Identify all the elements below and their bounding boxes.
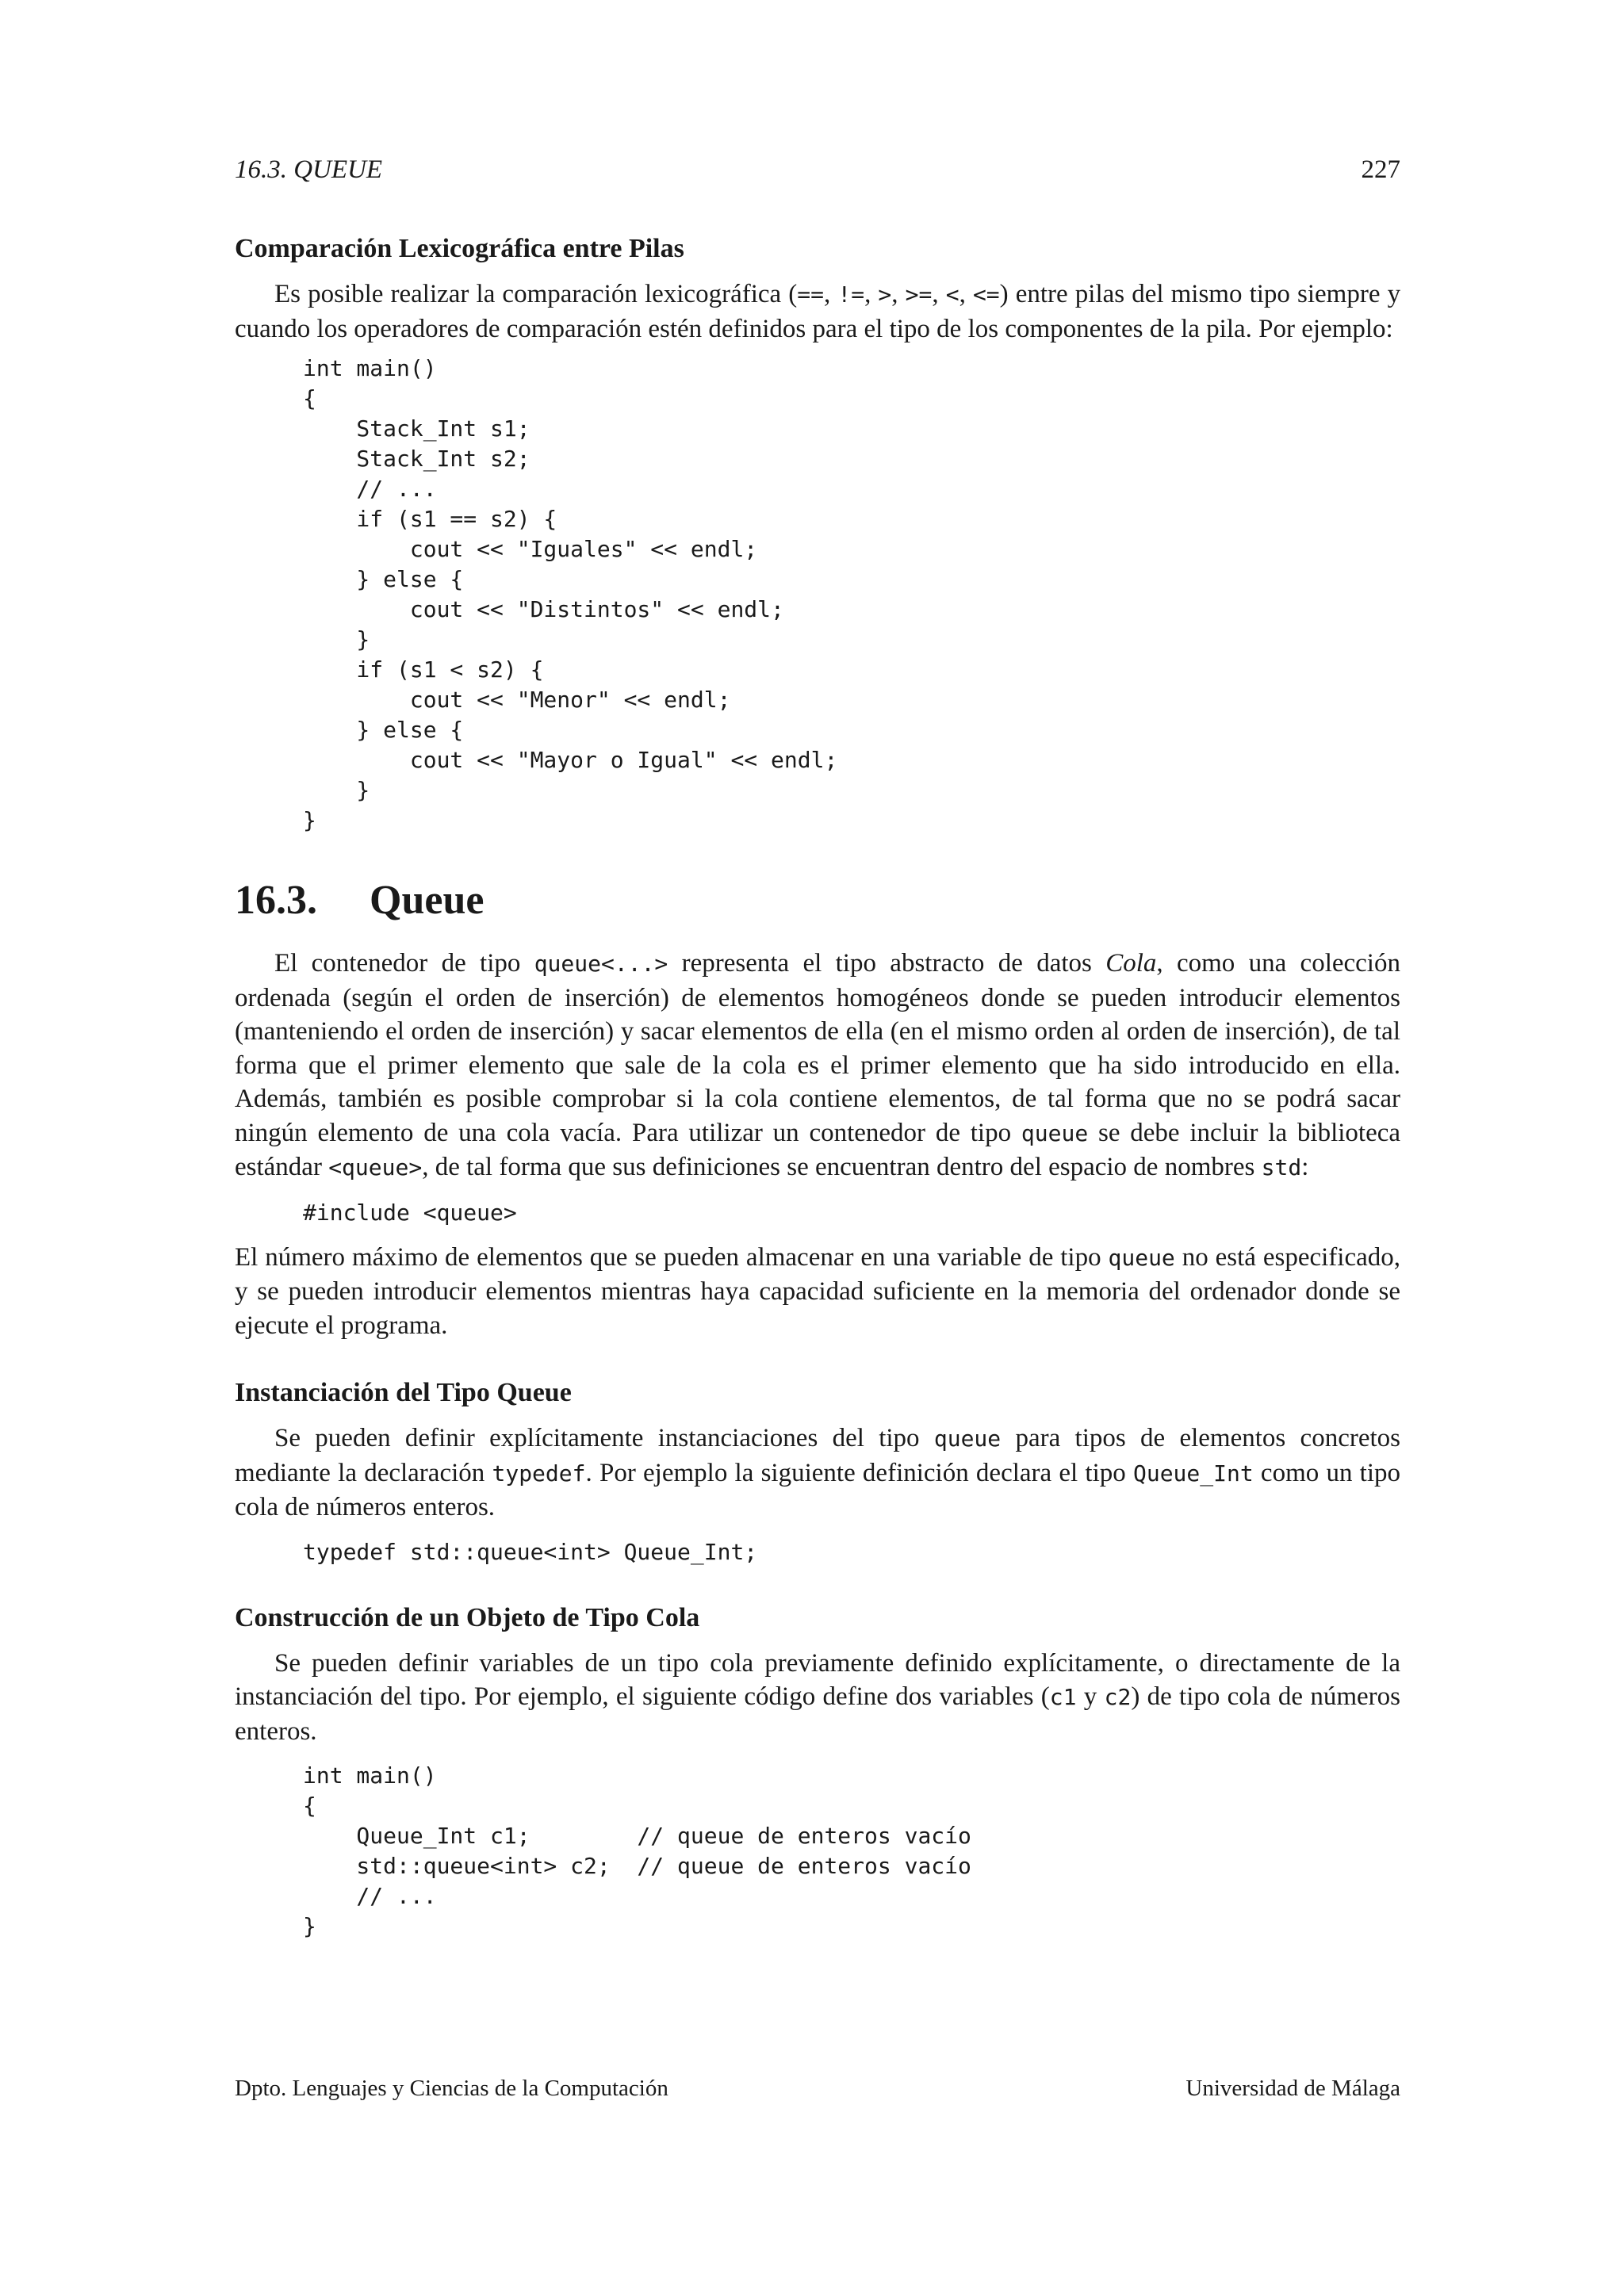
text: : [1301,1153,1309,1181]
section-number: 16.3. [235,878,317,923]
inline-code: queue [933,1425,1002,1452]
inline-code: <queue> [328,1154,423,1181]
inline-code: != [837,281,865,308]
paragraph-construccion [235,1647,1400,1749]
inline-code: std [1261,1154,1302,1181]
text: , de tal forma que sus definiciones se encuentran dentro del espacio de nombres [422,1153,1262,1181]
page-number: 227 [1361,155,1400,184]
page-content [235,232,1400,1942]
section-heading [235,877,1400,924]
inline-code: typedef [492,1460,586,1487]
inline-code: >= [905,281,933,308]
running-head [235,155,1400,195]
footer-university: Universidad de Málaga [1185,2076,1400,2101]
text: . Por ejemplo la siguiente definición declara el tipo [585,1458,1133,1487]
text: y [1076,1682,1105,1711]
text: como un tipo cola de números enteros. [235,1458,1401,1521]
inline-code: > [878,281,892,308]
inline-code: <= [972,281,1000,308]
subsection-title-comparacion: Comparación Lexicográfica entre Pilas [235,234,684,263]
inline-code: queue [1108,1244,1175,1271]
text: , como una colección ordenada (según el orden de inserción) de elementos homogéneos donde se pueden introducir elementos (manteniendo el orden de inserción) y sacar elementos de ella (en el mismo orden al orden de inserción), de tal forma que el primer elemento que sale de la cola es el primer elemento que ha sido introducido en ella. Además, también es posible comprobar si la cola contiene elementos, de tal forma que no se podrá sacar ningún elemento de una cola vacía. Para utilizar un contenedor de tipo [235,949,1400,1147]
running-head-section: 16.3. QUEUE [235,155,383,184]
text: Se pueden definir explícitamente instanciaciones del tipo [274,1424,934,1452]
text: ) entre pilas del mismo tipo siempre y cuando los operadores de comparación estén definidos para el tipo de los componentes de la pila. Por ejemplo: [235,280,1401,343]
code-include: #include <queue> [303,1199,517,1226]
emphasis: Cola [1105,949,1157,978]
text: El número máximo de elementos que se pueden almacenar en una variable de tipo [235,1242,1109,1272]
text: representa el tipo abstracto de datos [668,949,1106,978]
text: para tipos de elementos concretos mediante la declaración [235,1424,1400,1487]
text: El contenedor de tipo [274,949,534,978]
paragraph-comparacion: Es posible realizar la comparación lexicográfica (==, !=, >, >=, <, <=) entre pilas del mismo tipo siempre y cuando los operadores de comparación estén definidos para el tipo de los componentes de la pila. Por ejemplo: [235,280,1401,343]
text: se debe incluir la biblioteca estándar [235,1118,1401,1181]
subsection-title-construccion: Construcción de un Objeto de Tipo Cola [235,1602,700,1632]
inline-code: < [945,281,959,308]
inline-code: c2 [1104,1684,1132,1710]
inline-code: queue<...> [534,951,668,977]
code-typedef: typedef std::queue<int> Queue_Int; [303,1538,758,1565]
code-block-construccion: int main() { Queue_Int c1; // queue de enteros vacío std::queue<int> c2; // queue de enteros vacío // ... } [303,1762,971,1939]
text: ) de tipo cola de números enteros. [235,1682,1401,1746]
inline-code: Queue_Int [1132,1460,1254,1487]
paragraph-instanciacion [235,1422,1400,1525]
footer-department: Dpto. Lenguajes y Ciencias de la Computación [235,2076,668,2101]
inline-code: c1 [1049,1684,1077,1710]
inline-code: == [797,281,824,308]
subsection-title-instanciacion: Instanciación del Tipo Queue [235,1378,572,1407]
paragraph-queue-intro [235,947,1400,1185]
section-title: Queue [370,878,485,923]
inline-code: queue [1021,1119,1089,1146]
code-block-comparacion: int main() { Stack_Int s1; Stack_Int s2; // ... if (s1 == s2) { cout << "Iguales" << endl; } else { cout << "Distintos" << endl; } if (s1 < s2) { cout << "Menor" << endl; } else { cout << "Mayor o Igual" << endl; } } [303,355,838,833]
paragraph-queue-capacity [235,1241,1400,1343]
text: Es posible realizar la comparación lexicográfica ( [274,280,798,308]
text: Se pueden definir variables de un tipo cola previamente definido explícitamente, o directamente de la instanciación del tipo. Por ejemplo, el siguiente código define dos variables ( [235,1648,1400,1711]
text: no está especificado, y se pueden introducir elementos mientras haya capacidad suficiente en la memoria del ordenador donde se ejecute el programa. [235,1242,1400,1340]
